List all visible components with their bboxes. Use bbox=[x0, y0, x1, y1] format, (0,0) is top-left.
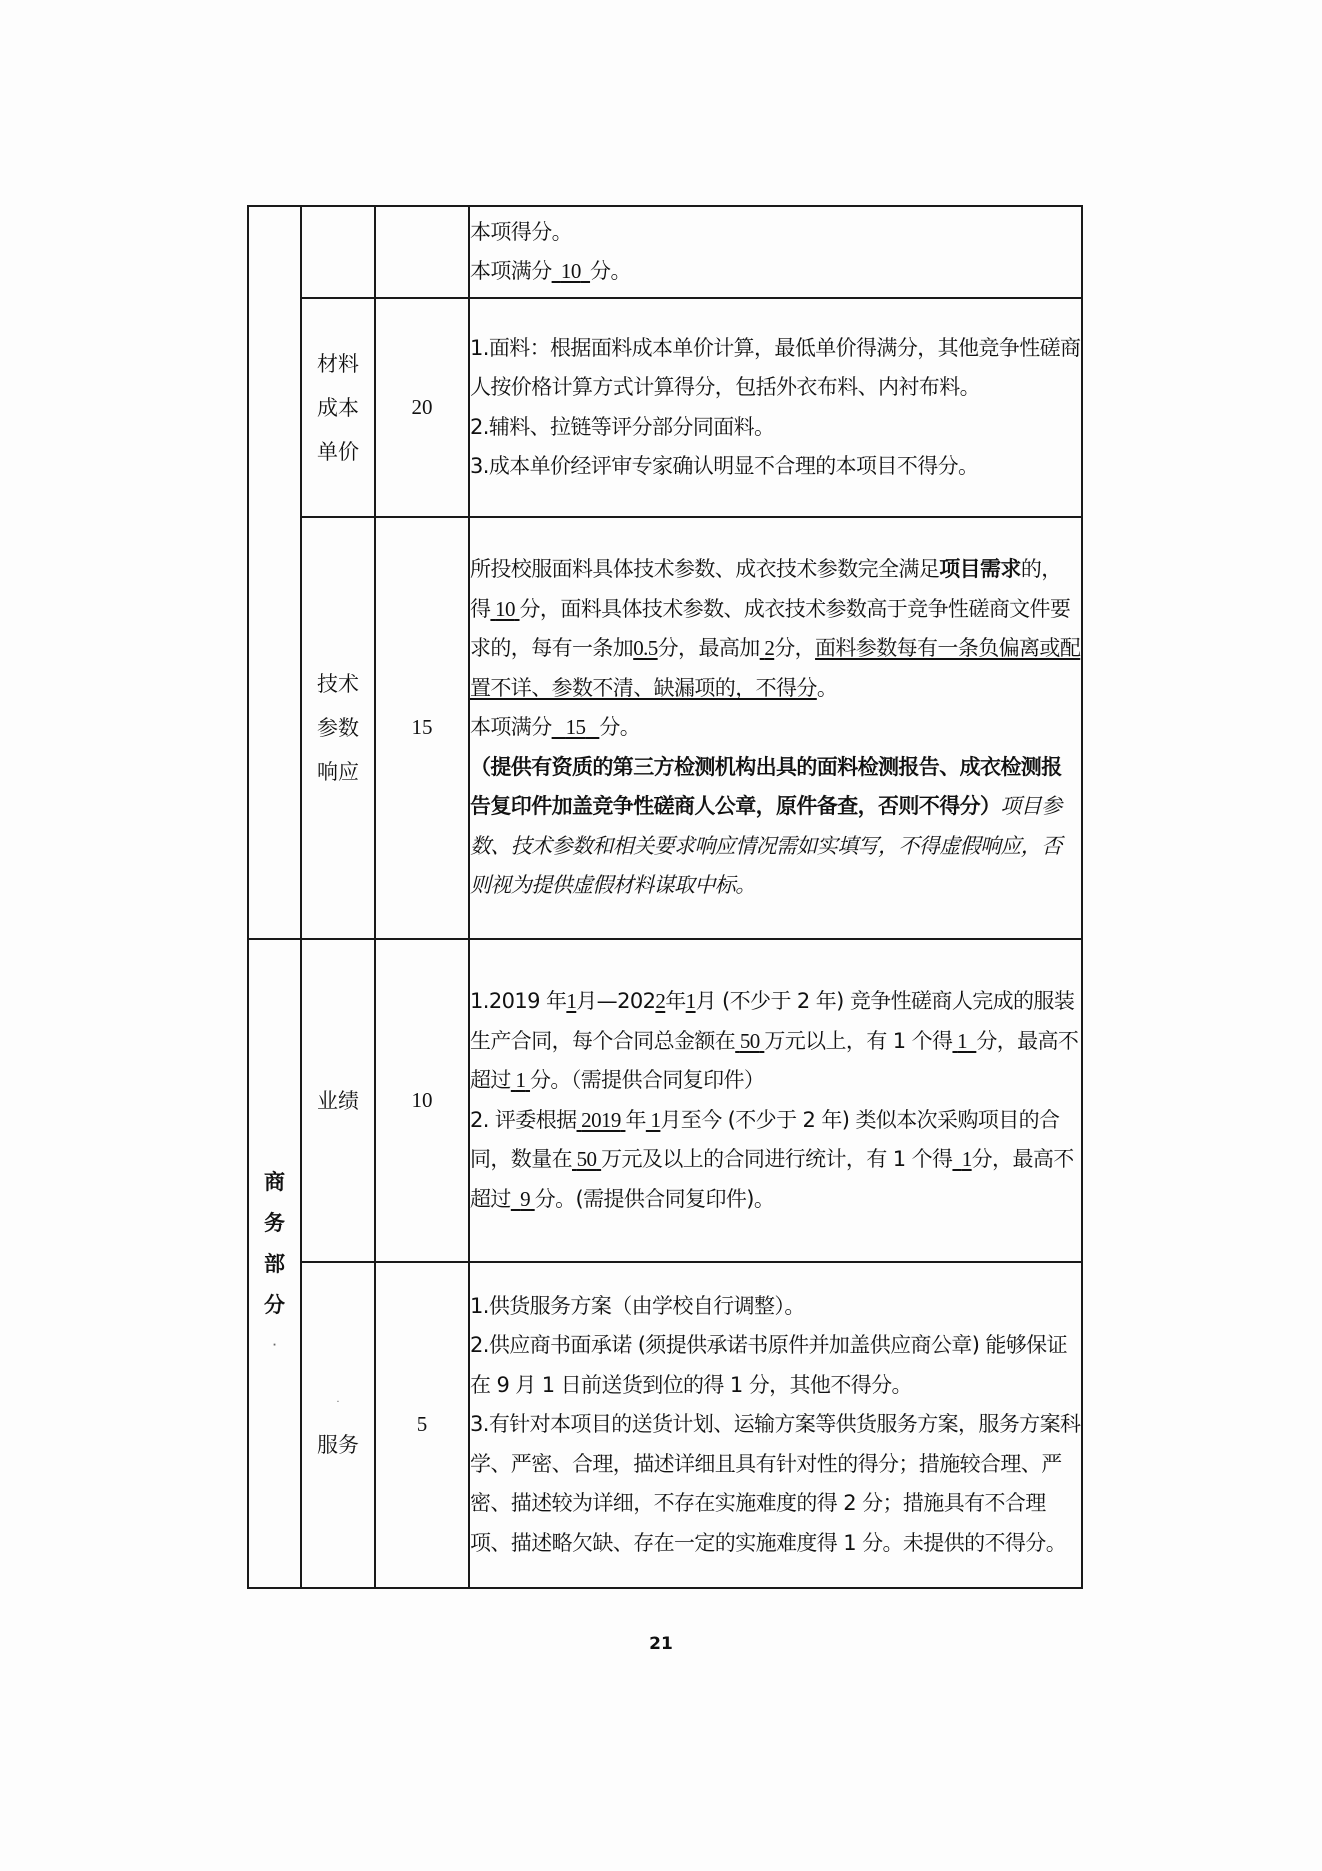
text: 分。 bbox=[590, 259, 631, 283]
description-cell bbox=[469, 206, 1082, 298]
description-cell bbox=[469, 517, 1082, 939]
value: 1 bbox=[650, 1107, 661, 1132]
value: 10 bbox=[560, 259, 581, 283]
value: 1 bbox=[961, 1147, 972, 1171]
desc-line: 2.供应商书面承诺 (须提供承诺书原件并加盖供应商公章) 能够保证在 9 月 1 日前送货到位的得 1 分，其他不得分。 bbox=[470, 1333, 1067, 1397]
value-blank bbox=[511, 1187, 535, 1211]
scan-mark: · bbox=[336, 1397, 340, 1409]
text: 分。 bbox=[599, 715, 641, 740]
desc-line: 1.供货服务方案（由学校自行调整）。 bbox=[470, 1293, 805, 1318]
table-row bbox=[248, 298, 1082, 517]
text: 月—202 bbox=[576, 989, 656, 1013]
desc-paragraph bbox=[470, 550, 1081, 708]
full-score-value bbox=[552, 715, 600, 739]
section-label: 务 bbox=[264, 1210, 285, 1235]
text: 月 (不少于 2 年) 竞争性磋商人完成的服装生产合同，每个合同总金额在 bbox=[470, 989, 1075, 1053]
value-blank: 0.5 bbox=[633, 636, 658, 661]
score-cell: 10 bbox=[375, 939, 469, 1262]
value: 1 bbox=[515, 1068, 526, 1092]
value: 1 bbox=[957, 1028, 968, 1053]
text: 分，最高不超过 bbox=[470, 1028, 1079, 1092]
text: 分， bbox=[774, 636, 816, 661]
text: 所投校服面料具体技术参数、成衣技术参数完全满足 bbox=[470, 557, 940, 582]
text: 月至今 (不少于 2 年) 类似本次采购项目的合同，数量在 bbox=[470, 1107, 1060, 1171]
text: 的，得 bbox=[470, 557, 1062, 621]
desc-line: 本项得分。 bbox=[470, 219, 572, 244]
value-blank: 1 bbox=[685, 989, 696, 1013]
item-cell-service bbox=[301, 1262, 375, 1588]
section-cell-technical bbox=[248, 206, 301, 939]
desc-paragraph bbox=[470, 748, 1081, 906]
value-blank bbox=[511, 1068, 530, 1092]
underlined-text: 面料参数每有一条负偏离或配置不详、参数不清、缺漏项的，不得分 bbox=[470, 636, 1081, 700]
value: 50 bbox=[576, 1147, 597, 1171]
desc-line bbox=[470, 708, 1081, 748]
section-label: 分 bbox=[264, 1292, 285, 1317]
italic-text: 项目参数、技术参数和相关要求响应情况需如实填写，不得虚假响应，否则视为提供虚假材料谋取中标。 bbox=[470, 794, 1062, 898]
text: 年 bbox=[665, 989, 686, 1013]
value-blank bbox=[577, 1108, 626, 1132]
section-label: 商 bbox=[264, 1169, 285, 1194]
desc-paragraph bbox=[470, 982, 1081, 1101]
value-blank bbox=[646, 1108, 661, 1132]
item-label: 成本 bbox=[317, 395, 359, 420]
value-blank bbox=[760, 636, 775, 660]
value-blank bbox=[735, 1029, 764, 1053]
value: 10 bbox=[495, 596, 515, 621]
value: 2019 bbox=[581, 1107, 621, 1132]
description-cell bbox=[469, 939, 1082, 1262]
scan-mark: · bbox=[272, 1339, 277, 1351]
text: 万元以上，有 1 个得 bbox=[764, 1028, 953, 1053]
value-blank bbox=[952, 1147, 971, 1171]
page-number: 21 bbox=[649, 1634, 673, 1654]
value: 9 bbox=[520, 1186, 531, 1211]
item-cell-performance bbox=[301, 939, 375, 1262]
value: 15 bbox=[565, 715, 586, 740]
score-cell bbox=[375, 206, 469, 298]
desc-paragraph bbox=[470, 1101, 1081, 1220]
description-cell bbox=[469, 1262, 1082, 1588]
section-cell-business bbox=[248, 939, 301, 1588]
item-cell-tech-params bbox=[301, 517, 375, 939]
desc-line: 3.有针对本项目的送货计划、运输方案等供货服务方案，服务方案科学、严密、合理，描述详细且具有针对性的得分；措施较合理、严密、描述较为详细，不存在实施难度的得 2 分；措施具有不合理项、描述略欠缺、存在一定的实施难度得 1 分。未提供的不得分。 bbox=[470, 1412, 1081, 1555]
desc-line: 2.辅料、拉链等评分部分同面料。 bbox=[470, 414, 775, 439]
text: 分，最高加 bbox=[657, 636, 760, 661]
text: 万元及以上的合同进行统计，有 1 个得 bbox=[601, 1147, 953, 1171]
text: 分。（需提供合同复印件） bbox=[530, 1068, 765, 1092]
scoring-table bbox=[247, 205, 1083, 1589]
item-label: 单价 bbox=[317, 439, 359, 464]
value-blank: 1 bbox=[566, 989, 577, 1013]
text: 年 bbox=[625, 1107, 646, 1132]
table-row bbox=[248, 206, 1082, 298]
item-label: 业绩 bbox=[317, 1088, 359, 1113]
description-cell bbox=[469, 298, 1082, 517]
item-label: 技术 bbox=[317, 672, 359, 696]
item-label: 响应 bbox=[317, 760, 359, 784]
desc-line bbox=[470, 252, 1081, 292]
value-blank bbox=[952, 1029, 976, 1053]
value-blank bbox=[490, 597, 519, 621]
bold-text: （提供有资质的第三方检测机构出具的面料检测报告、成衣检测报告复印件加盖竞争性磋商人公章，原件备查，否则不得分） bbox=[470, 754, 1062, 819]
item-label: 材料 bbox=[317, 351, 359, 376]
score-cell: 5 bbox=[375, 1262, 469, 1588]
text: 2. 评委根据 bbox=[470, 1107, 577, 1132]
text: 分。(需提供合同复印件)。 bbox=[534, 1186, 775, 1211]
value-blank bbox=[572, 1147, 601, 1171]
text: 本项满分 bbox=[470, 259, 552, 283]
section-label: 部 bbox=[264, 1251, 285, 1276]
desc-line: 3.成本单价经评审专家确认明显不合理的本项目不得分。 bbox=[470, 454, 979, 478]
table-row bbox=[248, 939, 1082, 1262]
item-cell-material-cost bbox=[301, 298, 375, 517]
text: 1.2019 年 bbox=[470, 989, 567, 1013]
bold-text: 项目需求 bbox=[939, 557, 1021, 582]
item-label: 服务 bbox=[317, 1432, 359, 1457]
full-score-value bbox=[552, 259, 590, 283]
item-cell bbox=[301, 206, 375, 298]
value: 50 bbox=[739, 1028, 760, 1053]
value-blank: 2 bbox=[655, 989, 666, 1013]
score-cell: 15 bbox=[375, 517, 469, 939]
item-label: 参数 bbox=[317, 716, 359, 740]
desc-line: 1.面料：根据面料成本单价计算，最低单价得满分，其他竞争性磋商人按价格计算方式计算得分，包括外衣布料、内衬布料。 bbox=[470, 335, 1081, 399]
text: 分，面料具体技术参数、成衣技术参数高于竞争性磋商文件要求的，每有一条加 bbox=[470, 596, 1071, 661]
value: 2 bbox=[764, 636, 775, 661]
score-cell: 20 bbox=[375, 298, 469, 517]
table-row bbox=[248, 1262, 1082, 1588]
text: 本项满分 bbox=[470, 715, 552, 740]
text: 。 bbox=[816, 675, 838, 700]
text: 分，最高不超过 bbox=[470, 1147, 1074, 1211]
table-row bbox=[248, 517, 1082, 939]
